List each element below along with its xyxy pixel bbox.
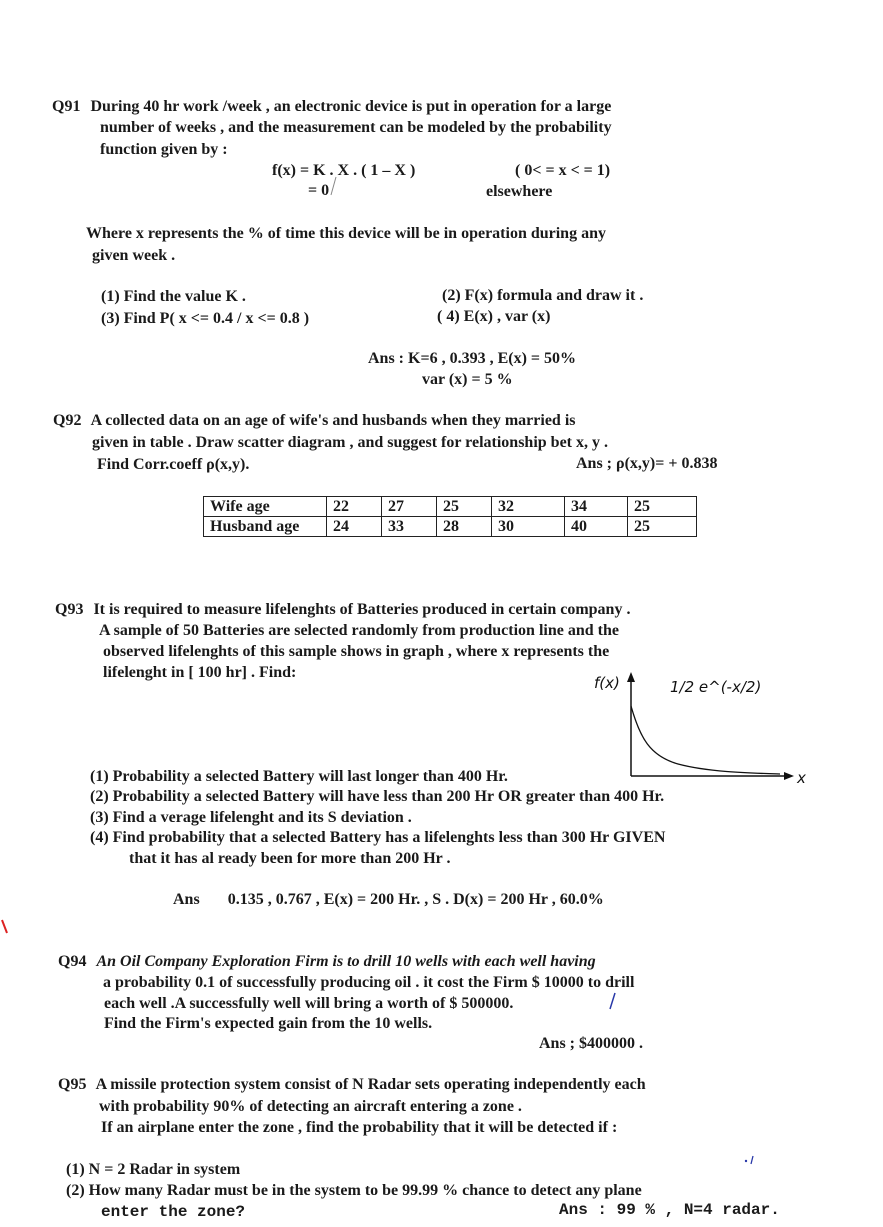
table-cell: 25 [628, 517, 697, 537]
q93-line-2: A sample of 50 Batteries are selected randomly from production line and the [99, 622, 619, 639]
q95-item-1: (1) N = 2 Radar in system [66, 1161, 241, 1178]
question-number: Q91 [52, 98, 81, 115]
q91-header [52, 97, 611, 117]
q91-task-2: (2) F(x) formula and draw it . [442, 287, 644, 304]
question-number: Q94 [58, 953, 87, 970]
blue-pen-mark [606, 990, 618, 1012]
table-cell: 22 [327, 497, 382, 517]
question-number: Q92 [53, 412, 82, 429]
q92-answer: Ans ; ρ(x,y)= + 0.838 [576, 455, 718, 472]
table-row [204, 497, 697, 517]
q95-answer: Ans : 99 % , N=4 radar. [559, 1201, 780, 1219]
table-cell: 32 [492, 497, 565, 517]
q93-line-4: lifelenght in [ 100 hr] . Find: [103, 664, 297, 681]
q91-answer-2: var (x) = 5 % [422, 371, 513, 388]
question-number: Q93 [55, 601, 84, 618]
q93-item-1: (1) Probability a selected Battery will last longer than 400 Hr. [90, 768, 508, 785]
q95-header [58, 1075, 646, 1095]
q94-header [58, 952, 596, 972]
q95-line-3: If an airplane enter the zone , find the probability that it will be detected if : [101, 1119, 618, 1136]
q91-answer-1: Ans : K=6 , 0.393 , E(x) = 50% [368, 350, 577, 367]
q93-item-3: (3) Find a verage lifelenght and its S deviation . [90, 809, 412, 826]
q94-answer: Ans ; $400000 . [539, 1035, 644, 1052]
q95-item-2: (2) How many Radar must be in the system to be 99.99 % chance to detect any plane [66, 1182, 642, 1199]
q95-item-2-cont: enter the zone? [101, 1203, 246, 1221]
red-pen-mark [0, 918, 10, 938]
q94-line-3: each well .A successfully well will bring a worth of $ 500000. [104, 995, 514, 1012]
blue-dots-mark [743, 1154, 757, 1166]
row-label: Wife age [204, 497, 327, 517]
q93-header [55, 600, 630, 620]
table-cell: 24 [327, 517, 382, 537]
q94-line-4: Find the Firm's expected gain from the 10 wells. [104, 1015, 433, 1032]
q91-line-3: function given by : [100, 141, 228, 158]
table-cell: 27 [382, 497, 437, 517]
q91-task-3: (3) Find P( x <= 0.4 / x <= 0.8 ) [101, 310, 310, 327]
q95-line-1: A missile protection system consist of N Radar sets operating independently each [95, 1076, 646, 1093]
q95-line-2: with probability 90% of detecting an aircraft entering a zone . [99, 1098, 522, 1115]
age-table [203, 496, 697, 537]
q93-line-3: observed lifelenghts of this sample shows in graph , where x represents the [103, 643, 610, 660]
q93-line-1: It is required to measure lifelenghts of Batteries produced in certain company . [93, 601, 631, 618]
q94-line-2: a probability 0.1 of successfully producing oil . it cost the Firm $ 10000 to drill [103, 974, 635, 991]
exponential-density-graph [588, 668, 813, 788]
table-cell: 30 [492, 517, 565, 537]
table-cell: 33 [382, 517, 437, 537]
table-cell: 25 [628, 497, 697, 517]
q92-line-3: Find Corr.coeff ρ(x,y). [97, 456, 250, 473]
answer-label: Ans [173, 891, 200, 908]
answer-values: 0.135 , 0.767 , E(x) = 200 Hr. , S . D(x) = 200 Hr , 60.0% [227, 891, 604, 908]
q91-task-4: ( 4) E(x) , var (x) [437, 308, 551, 325]
q93-item-2: (2) Probability a selected Battery will have less than 200 Hr OR greater than 400 Hr. [90, 788, 665, 805]
q91-where-line-2: given week . [92, 247, 176, 264]
table-cell: 28 [437, 517, 492, 537]
pdf-range: ( 0< = x < = 1) [515, 162, 611, 179]
q92-header [53, 411, 576, 431]
graph-y-label: f(x) [594, 674, 620, 692]
q91-line-2: number of weeks , and the measurement can be modeled by the probability [100, 119, 612, 136]
q93-item-4-cont: that it has al ready been for more than 200 Hr . [129, 850, 451, 867]
graph-x-label: x [797, 769, 806, 787]
question-number: Q95 [58, 1076, 87, 1093]
table-cell: 25 [437, 497, 492, 517]
y-axis-arrow-icon [627, 672, 635, 682]
table-cell: 34 [565, 497, 628, 517]
row-label: Husband age [204, 517, 327, 537]
q93-answer [173, 890, 604, 910]
table-cell: 40 [565, 517, 628, 537]
q91-task-1: (1) Find the value K . [101, 288, 246, 305]
pdf-formula: f(x) = K . X . ( 1 – X ) [272, 162, 416, 179]
q92-line-1: A collected data on an age of wife's and husbands when they married is [90, 412, 576, 429]
q92-line-2: given in table . Draw scatter diagram , and suggest for relationship bet x, y . [92, 434, 608, 451]
q93-item-4: (4) Find probability that a selected Battery has a lifelenghts less than 300 Hr GIVEN [90, 829, 666, 846]
q94-line-1: An Oil Company Exploration Firm is to drill 10 wells with each well having [96, 953, 596, 970]
pdf-elsewhere: elsewhere [486, 183, 553, 200]
pen-stroke-mark [328, 175, 338, 197]
pdf-zero: = 0 [308, 182, 330, 199]
graph-formula: 1/2 e^(-x/2) [670, 678, 762, 696]
q91-where-line-1: Where x represents the % of time this device will be in operation during any [86, 225, 606, 242]
x-axis-arrow-icon [784, 772, 794, 780]
density-curve [631, 706, 780, 774]
q91-line-1: During 40 hr work /week , an electronic device is put in operation for a large [90, 98, 612, 115]
table-row [204, 517, 697, 537]
